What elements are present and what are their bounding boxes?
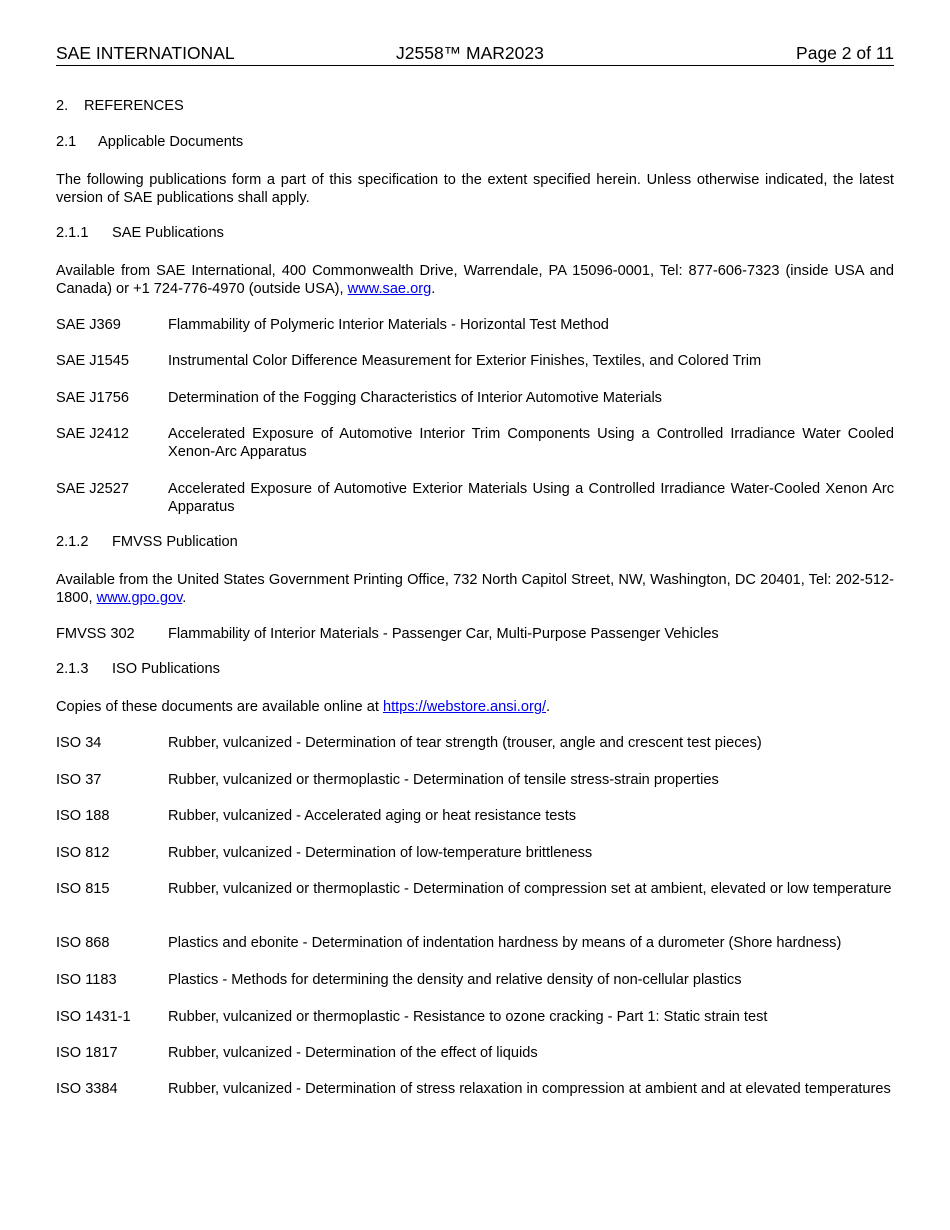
reference-code: SAE J2527 [56,481,130,497]
reference-title: Plastics - Methods for determining the density and relative density of non-cellular plastics [168,972,742,988]
reference-row [56,771,894,789]
reference-title: Accelerated Exposure of Automotive Interior Trim Components Using a Controlled Irradiance Water Cooled Xenon-Arc Apparatus [168,426,894,460]
reference-title: Determination of the Fogging Characteristics of Interior Automotive Materials [168,390,662,406]
reference-code: ISO 1183 [56,972,117,988]
reference-title: Rubber, vulcanized or thermoplastic - Resistance to ozone cracking - Part 1: Static strain test [168,1009,768,1025]
reference-row [56,971,894,989]
reference-row [56,880,894,898]
iso-title: ISO Publications [112,661,220,677]
reference-code: SAE J1756 [56,390,130,406]
reference-code: ISO 188 [56,808,110,824]
reference-row [56,807,894,825]
fmvss-number: 2.1.2 [56,534,89,550]
reference-row [56,1008,894,1026]
reference-title: Rubber, vulcanized - Accelerated aging or heat resistance tests [168,808,577,824]
sae-link[interactable]: www.sae.org [347,281,432,297]
reference-code: SAE J369 [56,317,121,333]
reference-title: Rubber, vulcanized - Determination of stress relaxation in compression at ambient and at elevated temperatures [168,1081,891,1097]
reference-row [56,316,894,334]
subsection-heading-iso [56,661,220,677]
reference-code: ISO 1817 [56,1045,118,1061]
ansi-webstore-link[interactable]: https://webstore.ansi.org/ [382,699,546,715]
sae-number: 2.1.1 [56,225,89,241]
reference-row [56,1044,894,1062]
document-page [56,0,894,1230]
reference-row [56,934,894,952]
fmvss-title: FMVSS Publication [112,534,238,550]
section-heading-references [56,98,184,114]
page-header [56,43,894,66]
reference-title: Flammability of Polymeric Interior Materials - Horizontal Test Method [168,317,609,333]
reference-code: FMVSS 302 [56,626,135,642]
reference-row [56,625,894,643]
sae-trail: . [431,281,436,297]
reference-row [56,425,894,461]
subsection-number: 2.1 [56,134,77,150]
iso-availability-text: Copies of these documents are available online at [56,699,383,715]
iso-trail: . [546,699,551,715]
iso-number: 2.1.3 [56,661,89,677]
reference-title: Rubber, vulcanized - Determination of low-temperature brittleness [168,845,593,861]
sae-availability-paragraph [56,262,894,298]
fmvss-availability-text: Available from the United States Government Printing Office, 732 North Capitol Street, NW, Washington, DC 20401, Tel: 202-512-1800, [56,572,894,606]
section-title: REFERENCES [84,98,184,114]
subsection-heading-sae [56,225,224,241]
reference-code: ISO 812 [56,845,110,861]
reference-title: Accelerated Exposure of Automotive Exterior Materials Using a Controlled Irradiance Water-Cooled Xenon Arc Apparatus [168,481,894,515]
reference-title: Rubber, vulcanized - Determination of the effect of liquids [168,1045,538,1061]
header-page-number: Page 2 of 11 [796,43,894,63]
reference-code: SAE J1545 [56,353,130,369]
reference-title: Rubber, vulcanized - Determination of tear strength (trouser, angle and crescent test pieces) [168,735,762,751]
reference-code: ISO 815 [56,881,110,897]
reference-code: SAE J2412 [56,426,130,442]
reference-title: Rubber, vulcanized or thermoplastic - Determination of compression set at ambient, elevated or low temperature [168,881,892,897]
subsection-heading-applicable-documents [56,134,243,150]
reference-title: Instrumental Color Difference Measurement for Exterior Finishes, Textiles, and Colored Trim [168,353,762,369]
section-number: 2. [56,98,69,114]
header-org: SAE INTERNATIONAL [56,43,235,63]
iso-availability-paragraph [56,698,894,716]
sae-title: SAE Publications [112,225,224,241]
reference-code: ISO 34 [56,735,102,751]
applicable-documents-paragraph: The following publications form a part of this specification to the extent specified herein. Unless otherwise indicated, the latest version of SAE publications shall apply. [56,172,894,206]
subsection-title: Applicable Documents [98,134,244,150]
sae-availability-text: Available from SAE International, 400 Commonwealth Drive, Warrendale, PA 15096-0001, Tel: 877-606-7323 (inside USA and Canada) or +1 724-776-4970 (outside USA), [56,263,894,297]
reference-title: Flammability of Interior Materials - Passenger Car, Multi-Purpose Passenger Vehicles [168,626,719,642]
reference-title: Rubber, vulcanized or thermoplastic - Determination of tensile stress-strain properties [168,772,719,788]
fmvss-trail: . [182,590,187,606]
reference-row [56,480,894,516]
reference-code: ISO 868 [56,935,110,951]
reference-row [56,734,894,752]
reference-code: ISO 1431-1 [56,1009,131,1025]
reference-code: ISO 37 [56,772,102,788]
subsection-heading-fmvss [56,534,238,550]
reference-row [56,352,894,370]
gpo-link[interactable]: www.gpo.gov [96,590,183,606]
reference-code: ISO 3384 [56,1081,118,1097]
reference-title: Plastics and ebonite - Determination of indentation hardness by means of a durometer (Shore hardness) [168,935,842,951]
reference-row [56,844,894,862]
fmvss-availability-paragraph [56,571,894,607]
reference-row [56,1080,894,1098]
header-doc-id: J2558™ MAR2023 [396,43,544,63]
reference-row [56,389,894,407]
